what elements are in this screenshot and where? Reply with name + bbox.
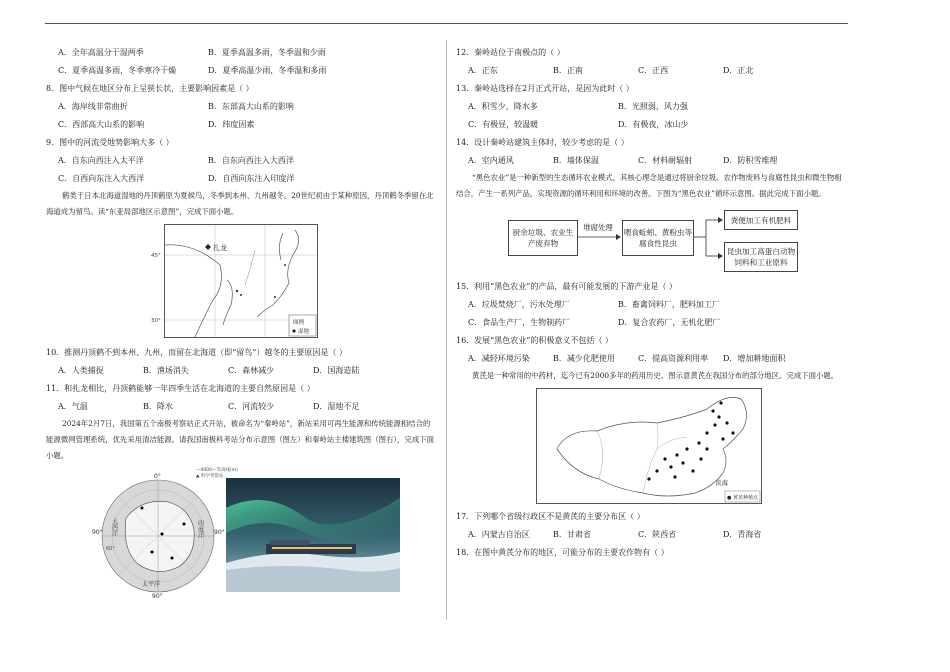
q11-options xyxy=(46,398,436,416)
q10-options xyxy=(46,362,436,380)
option: A．室内通风 xyxy=(468,156,514,165)
column-divider xyxy=(446,40,447,620)
option: B．畜禽饲料厂，肥料加工厂 xyxy=(618,300,720,309)
option: C．自西向东注入大西洋 xyxy=(58,174,145,183)
option: A．全年高温分干湿两季 xyxy=(58,48,144,57)
option: A．人类捕捉 xyxy=(58,366,104,375)
question-12: 12．秦岭站位于南极点的（ ） xyxy=(456,48,565,57)
station-passage: 2024年2月7日，我国第五个南极考察站正式开站，被命名为“秦岭站”，新站采用可再生能源和传统能源相结合的能源微网管理系统，优先采用清洁能源。请我国南极科考站分布示意图（图左）和秦岭站主楼建筑图（图右），完成下面小题。 xyxy=(46,419,435,460)
q17-options xyxy=(456,526,848,544)
option: D．纬度因素 xyxy=(208,120,255,129)
option: A．积雪少，降水多 xyxy=(468,102,538,111)
left-column xyxy=(46,44,436,598)
qinling-station-photo xyxy=(226,478,400,592)
q16-options xyxy=(456,350,848,368)
option: D．自西向东注入印度洋 xyxy=(208,174,295,183)
huangqi-passage: 黄芪是一种常用的中药材，迄今已有2000多年的药用历史。图示意黄芪在我国分布的部分地区。完成下面小题。 xyxy=(472,371,839,380)
lat-label: 60° xyxy=(106,546,115,552)
option: B．墙体保温 xyxy=(553,156,599,165)
ocean-label: 大西洋 xyxy=(110,518,118,536)
option: C．材料耐辐射 xyxy=(638,156,693,165)
antarctic-map xyxy=(92,468,224,598)
option: B．正南 xyxy=(553,66,583,75)
lat-label: 30° xyxy=(151,318,161,324)
option: C．森林减少 xyxy=(228,366,275,375)
question-11: 11．和扎龙相比，丹顶鹤能够一年四季生活在北海道的主要自然原因是（ ） xyxy=(46,384,315,393)
option: A．气温 xyxy=(58,402,88,411)
ocean-label: 太平洋 xyxy=(142,581,161,588)
q13-options xyxy=(456,98,848,116)
legend-item: ● 黄芪种植点 xyxy=(727,495,758,501)
option: B．东部高大山系的影响 xyxy=(208,102,294,111)
option: C．陕西省 xyxy=(638,530,677,539)
lat-label: 45° xyxy=(151,253,161,259)
option: D．增加耕地面积 xyxy=(723,354,786,363)
meridian-label: 0° xyxy=(154,473,161,480)
option: B．减少化肥使用 xyxy=(553,354,615,363)
flow-box-waste: 厨余垃圾、农业生产废弃物 xyxy=(508,220,578,256)
option: A．减轻环境污染 xyxy=(468,354,530,363)
question-15: 15．利用“黑色农业”的产品，最有可能发展的下游产业是（ ） xyxy=(456,282,677,291)
flow-box-feed: 昆虫加工高蛋白动物饲料和工业原料 xyxy=(724,242,798,272)
question-14: 14．设计秦岭站建筑主体时，较少考虑的是（ ） xyxy=(456,138,629,147)
option: A．内蒙古自治区 xyxy=(468,530,530,539)
option: C．西部高大山系的影响 xyxy=(58,120,145,129)
legend-station: ▲ 科学考察站 xyxy=(196,474,224,479)
option: B．自东向西注入大西洋 xyxy=(208,156,294,165)
question-10: 10．推测丹顶鹤不到本州、九州，而留在北海道（即“留鸟”）越冬的主要原因是（ ） xyxy=(46,348,347,357)
flow-box-insects: 喂食蚯蚓、黄粉虫等腐食性昆虫 xyxy=(622,220,694,256)
question-18: 18．在图中黄芪分布的地区，可能分布的主要农作物有（ ） xyxy=(456,548,669,557)
meridian-label: 90° xyxy=(214,529,225,536)
legend-item: 湿地 xyxy=(298,329,310,335)
option: B．渔场消失 xyxy=(143,366,189,375)
question-17: 17．下列哪个省级行政区不是黄芪的主要分布区（ ） xyxy=(456,512,645,521)
option: C．夏季高温多雨，冬季寒冷干燥 xyxy=(58,66,177,75)
question-8: 8．图中气候在地区分布上呈狭长状，主要影响因素是（ ） xyxy=(46,84,254,93)
map-place-label: 扎龙 xyxy=(213,244,227,252)
q9-options xyxy=(46,170,436,188)
question-13: 13．秦岭站选择在2月正式开站，是因为此时（ ） xyxy=(456,84,634,93)
black-agriculture-flowchart xyxy=(456,208,848,272)
option: A．垃圾焚烧厂，污水处理厂 xyxy=(468,300,570,309)
q8-options xyxy=(46,98,436,116)
option: C．食品生产厂，生物制药厂 xyxy=(468,318,571,327)
option: D．夏季高温少雨，冬季温和多雨 xyxy=(208,66,327,75)
option: A．正东 xyxy=(468,66,498,75)
option: C．正西 xyxy=(638,66,669,75)
option: D．复合农药厂，无机化肥厂 xyxy=(618,318,721,327)
antarctic-figures xyxy=(46,468,436,598)
option: D．国海造陆 xyxy=(313,366,360,375)
meridian-label: 90° xyxy=(152,593,163,600)
q8-options xyxy=(46,116,436,134)
q7-options xyxy=(46,44,436,62)
option: C．有极昼，较温暖 xyxy=(468,120,539,129)
meridian-label: 90° xyxy=(92,529,103,536)
flow-box-fertilizer: 粪便加工有机肥料 xyxy=(724,210,798,230)
option: D．有极夜，冰山少 xyxy=(618,120,689,129)
sea-label: 黄海 xyxy=(715,479,728,487)
option: C．河流较少 xyxy=(228,402,275,411)
legend-title: 图例 xyxy=(293,320,305,326)
option: C．提高资源利用率 xyxy=(638,354,709,363)
option: D．青海省 xyxy=(723,530,762,539)
q12-options xyxy=(456,62,848,80)
option: A．海岸线非常曲折 xyxy=(58,102,128,111)
legend-station-label: 科学考察站 xyxy=(200,474,224,479)
option: B．甘肃省 xyxy=(553,530,591,539)
q15-options xyxy=(456,296,848,314)
question-9: 9．图中的河流受地势影响大多（ ） xyxy=(46,138,174,147)
q13-options xyxy=(456,116,848,134)
option: D．正北 xyxy=(723,66,754,75)
ocean-label: 印度洋 xyxy=(196,520,204,538)
option: D．湿地不足 xyxy=(313,402,360,411)
china-huangqi-map xyxy=(536,388,762,504)
option: D．防积雪堆埋 xyxy=(723,156,778,165)
legend-contour: —4000—等高线(m) xyxy=(196,468,238,473)
east-asia-map xyxy=(151,224,318,338)
question-16: 16．发展“黑色农业”的积极意义不包括（ ） xyxy=(456,336,613,345)
crane-passage: 鹤类于日本北海道湿地的丹顶鹤原为夏候鸟，冬季到本州、九州越冬。20世纪初由于某种原因，丹顶鹤冬季留在北海道成为留鸟。读“东亚局部地区示意图”，完成下面小题。 xyxy=(46,191,434,216)
q7-options xyxy=(46,62,436,80)
black-agriculture-passage: “黑色农业”是一种新型的生态循环农业模式，其核心理念是通过将厨余垃圾、农作物废料与食腐性昆虫和微生物相结合，产生一系列产品，实现资源的循环利用和环境的改善。下图为“黑色农业”循环示意图。据此完成下面小题。 xyxy=(456,173,842,198)
q14-options xyxy=(456,152,848,170)
q9-options xyxy=(46,152,436,170)
option: B．降水 xyxy=(143,402,173,411)
option: A．自东向西注入太平洋 xyxy=(58,156,144,165)
option: B．光照弱，风力强 xyxy=(618,102,688,111)
option: B．夏季高温多雨，冬季温和少雨 xyxy=(208,48,326,57)
flow-arrow-label: 堆腐处理 xyxy=(583,223,613,232)
q15-options xyxy=(456,314,848,332)
right-column xyxy=(456,44,848,562)
header-rule xyxy=(45,23,848,24)
